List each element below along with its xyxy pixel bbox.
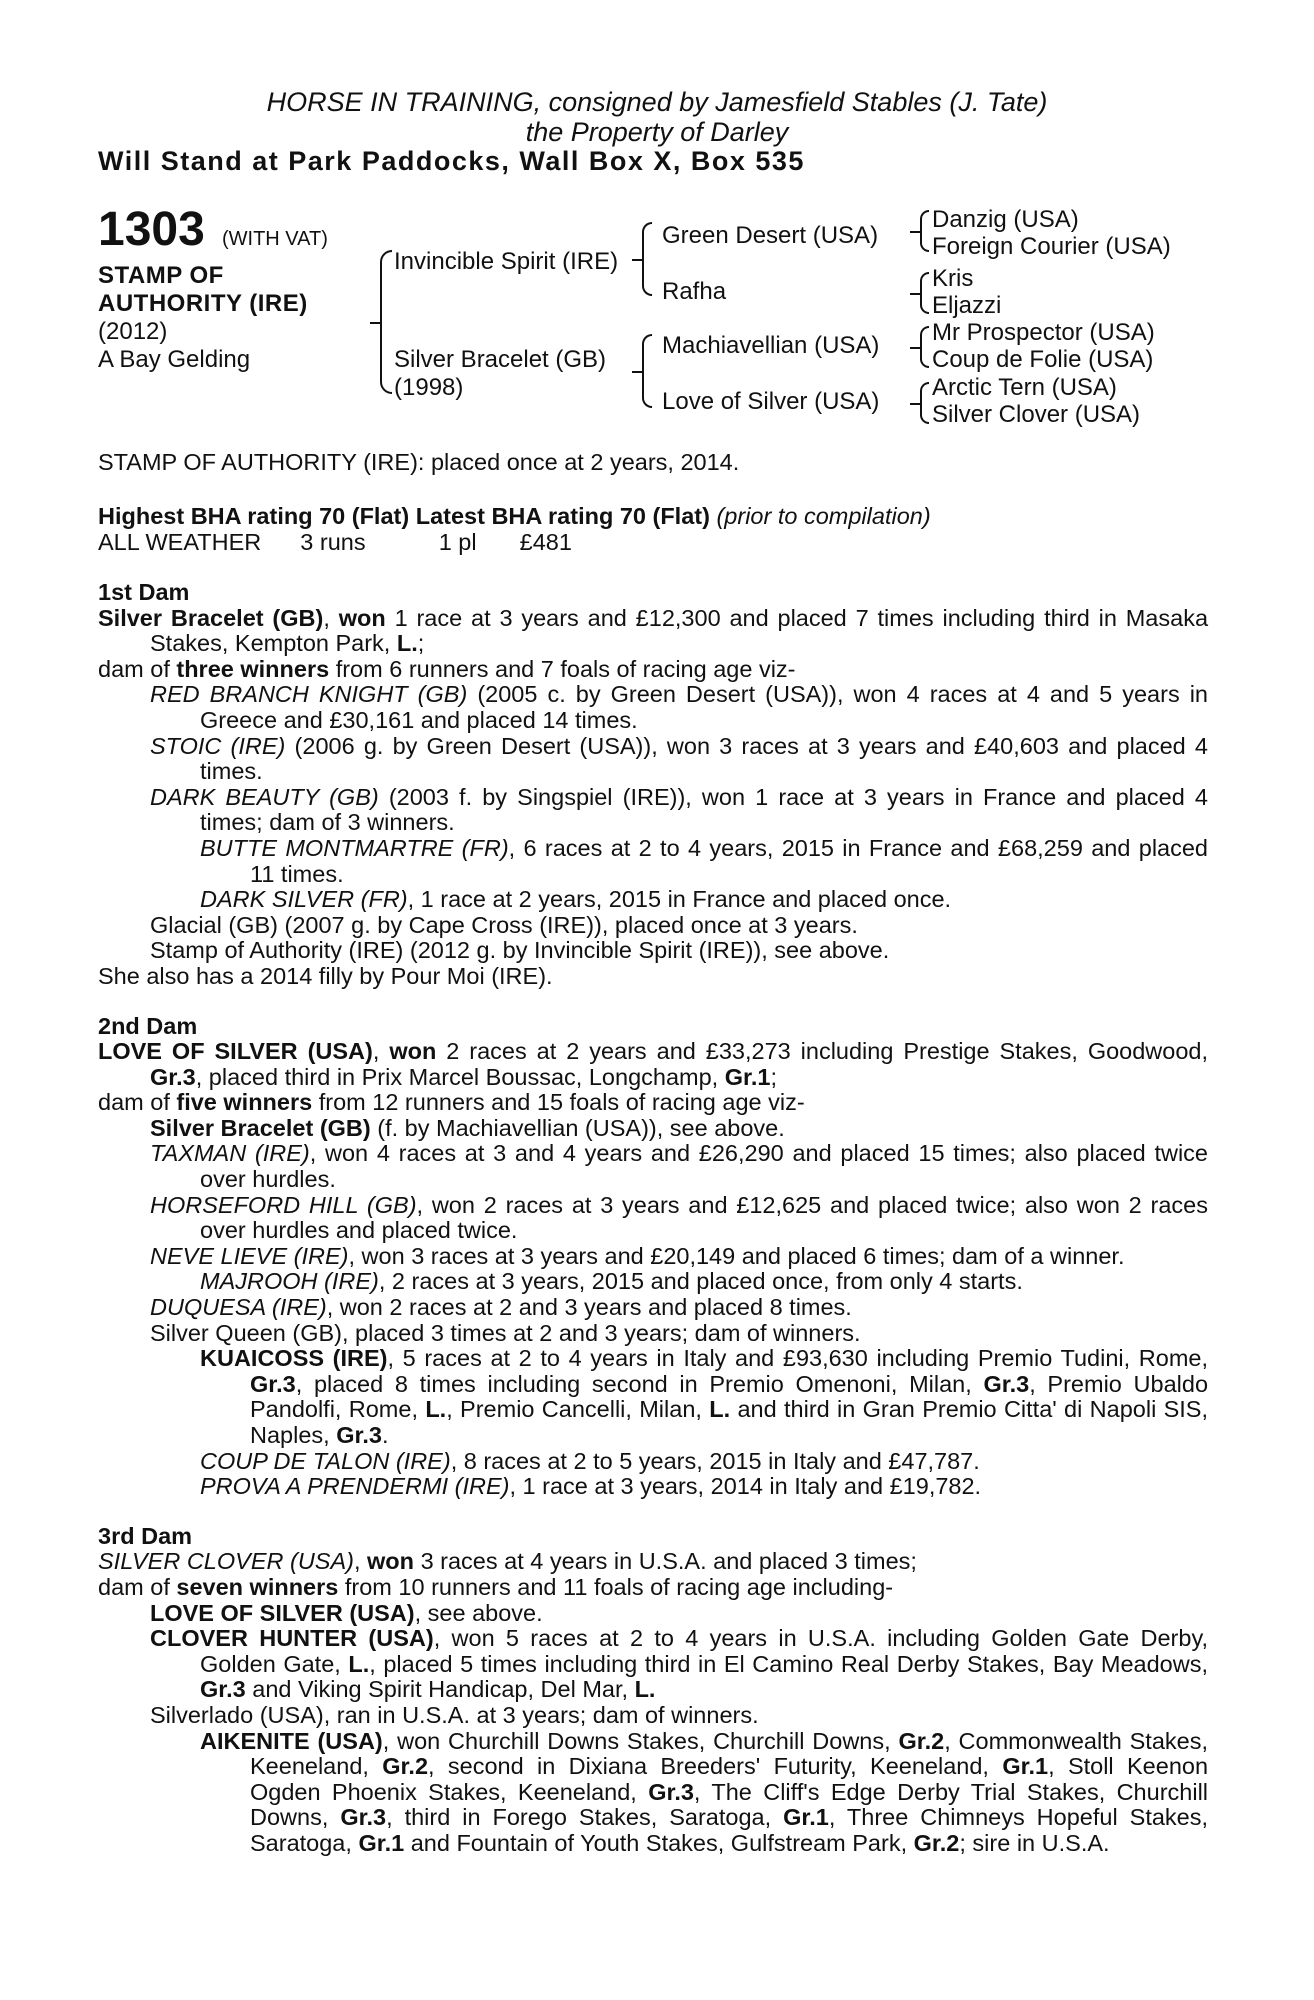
c-name: COUP DE TALON (IRE) bbox=[200, 1447, 451, 1474]
c-text: , 8 races at 2 to 5 years, 2015 in Italy and £47,787. bbox=[450, 1447, 980, 1474]
los-text: , see above. bbox=[414, 1599, 543, 1626]
ai-b: , Commonwealth Stakes, Keeneland, bbox=[250, 1727, 1208, 1780]
lot-number: 1303 bbox=[98, 203, 205, 256]
ratings-text: Highest BHA rating 70 (Flat) Latest BHA rating 70 (Flat) bbox=[98, 503, 710, 529]
k-l2: L. bbox=[709, 1396, 731, 1423]
k-a: , 5 races at 2 to 4 years in Italy and £93,630 including Premio Tudini, Rome, bbox=[387, 1345, 1208, 1372]
k-gr3a: Gr.3 bbox=[250, 1370, 296, 1397]
first-dam-note: She also has a 2014 filly by Pour Moi (IRE). bbox=[98, 962, 553, 989]
first-dam-record-text: 1 race at 3 years and £12,300 and placed 7 times including third in Masaka Stakes, Kempton Park, bbox=[150, 604, 1209, 657]
aw-placed: 1 pl bbox=[438, 529, 477, 555]
sd-progeny-5 bbox=[98, 1295, 1208, 1321]
ai-c: , second in Dixiana Breeders' Futurity, Keeneland, bbox=[428, 1753, 989, 1780]
progeny-5: Stamp of Authority (IRE) (2012 g. by Invincible Spirit (IRE)), see above. bbox=[150, 937, 890, 964]
pedigree-bracket-g4 bbox=[920, 382, 929, 424]
pedigree-dam-sire: Machiavellian (USA) bbox=[662, 332, 880, 359]
ai-g1a: Gr.1 bbox=[1002, 1753, 1049, 1780]
td-name: SILVER CLOVER (USA) bbox=[98, 1548, 354, 1575]
race-summary: STAMP OF AUTHORITY (IRE): placed once at 2 years, 2014. bbox=[98, 449, 740, 475]
progeny-3-text: (2003 f. by Singspiel (IRE)), won 1 race at 3 years in France and placed 4 times; dam of 3 winners. bbox=[200, 783, 1209, 836]
pedigree-g2: Foreign Courier (USA) bbox=[932, 233, 1171, 260]
sd-grand-1 bbox=[98, 1269, 1208, 1295]
k-c: , Premio Ubaldo Pandolfi, Rome, bbox=[250, 1370, 1209, 1423]
pedigree-g7: Arctic Tern (USA) bbox=[932, 374, 1117, 401]
ai-g3: Gr.3 bbox=[648, 1778, 694, 1805]
progeny-1 bbox=[98, 682, 1208, 733]
ai-g2c: Gr.2 bbox=[913, 1829, 960, 1856]
consignor-line: HORSE IN TRAINING, consigned by Jamesfield Stables (J. Tate) bbox=[266, 87, 1048, 117]
ratings-note: (prior to compilation) bbox=[716, 503, 931, 529]
grand-2-name: DARK SILVER (FR) bbox=[200, 886, 408, 913]
sd-p5-name: MAJROOH (IRE) bbox=[200, 1268, 379, 1295]
stand-line: Will Stand at Park Paddocks, Wall Box X, Box 535 bbox=[98, 146, 805, 176]
td-progeny-1 bbox=[98, 1601, 1208, 1627]
ch-l: L. bbox=[348, 1650, 370, 1677]
td-grand-aikenite bbox=[98, 1729, 1208, 1857]
ai-h: and Fountain of Youth Stakes, Gulfstream Park, bbox=[410, 1829, 908, 1856]
pedigree-bracket-sire bbox=[642, 222, 652, 296]
first-dam-won: won bbox=[338, 604, 386, 631]
ch-b: , placed 5 times including third in El Camino Real Derby Stakes, Bay Meadows, bbox=[369, 1650, 1209, 1677]
progeny-2-name: STOIC (IRE) bbox=[150, 732, 286, 759]
vat-label: (WITH VAT) bbox=[222, 228, 328, 250]
k-l1: L. bbox=[425, 1396, 447, 1423]
ch-c: and Viking Spirit Handicap, Del Mar, bbox=[252, 1676, 629, 1703]
sd-dam-of-pre: dam of bbox=[98, 1089, 170, 1116]
progeny-1-text: (2005 c. by Green Desert (USA)), won 4 races at 4 and 5 years in Greece and £30,161 and placed 14 times. bbox=[200, 681, 1209, 733]
k-d: , Premio Cancelli, Milan, bbox=[446, 1396, 702, 1423]
td-dam-of-pre: dam of bbox=[98, 1573, 170, 1600]
td-dam-of-bold: seven winners bbox=[176, 1573, 339, 1600]
td-progeny-3: Silverlado (USA), ran in U.S.A. at 3 years; dam of winners. bbox=[150, 1701, 759, 1728]
first-dam-heading: 1st Dam bbox=[98, 579, 190, 605]
ch-name: CLOVER HUNTER (USA) bbox=[150, 1625, 434, 1652]
sd-rec-a: 2 races at 2 years and £33,273 including Prestige Stakes, Goodwood, bbox=[446, 1038, 1209, 1065]
pedigree-g4: Eljazzi bbox=[932, 292, 1002, 319]
sd-p6-text: , won 2 races at 2 and 3 years and placed 8 times. bbox=[326, 1294, 852, 1321]
second-dam-name: LOVE OF SILVER (USA) bbox=[98, 1038, 373, 1065]
sd-progeny-4 bbox=[98, 1244, 1208, 1270]
sd-progeny-6: Silver Queen (GB), placed 3 times at 2 and 3 years; dam of winners. bbox=[150, 1319, 861, 1346]
k-e: and third in Gran Premio Citta' di Napoli SIS, Naples, bbox=[250, 1396, 1209, 1448]
ai-g: , Three Chimneys Hopeful Stakes, Saratoga, bbox=[250, 1804, 1209, 1856]
first-dam-produce bbox=[98, 657, 1208, 683]
pedigree-sire: Invincible Spirit (IRE) bbox=[394, 248, 619, 275]
ai-i: ; sire in U.S.A. bbox=[959, 1829, 1110, 1856]
sd-p4-name: NEVE LIEVE (IRE) bbox=[150, 1242, 349, 1269]
ai-g1b: Gr.1 bbox=[783, 1804, 829, 1831]
pedigree-dam-year: (1998) bbox=[394, 374, 464, 401]
third-dam-record: SILVER CLOVER (USA), won 3 races at 4 years in U.S.A. and placed 3 times; bbox=[98, 1548, 917, 1575]
grand-2-text: , 1 race at 2 years, 2015 in France and placed once. bbox=[407, 886, 952, 913]
ch-gr3: Gr.3 bbox=[200, 1676, 246, 1703]
sd-progeny-1 bbox=[98, 1116, 1208, 1142]
progeny-1-name: RED BRANCH KNIGHT (GB) bbox=[150, 681, 468, 708]
sd-progeny-3 bbox=[98, 1193, 1208, 1244]
pedigree-bracket-main bbox=[380, 250, 392, 394]
horse-description: A Bay Gelding bbox=[98, 346, 251, 373]
pedigree-bracket-dam bbox=[642, 334, 652, 408]
td-won: won bbox=[367, 1548, 415, 1575]
sd-grand-coup bbox=[98, 1449, 1208, 1475]
aw-money: £481 bbox=[519, 529, 572, 555]
td-progeny-2 bbox=[98, 1626, 1208, 1703]
sd-p4-text: , won 3 races at 3 years and £20,149 and placed 6 times; dam of a winner. bbox=[348, 1242, 1125, 1269]
aw-label: ALL WEATHER bbox=[98, 529, 262, 555]
pedigree-g3: Kris bbox=[932, 265, 974, 292]
sd-dam-of-bold: five winners bbox=[176, 1089, 313, 1116]
sd-grand-kuaicoss: KUAICOSS (IRE), 5 races at 2 to 4 years in Italy and £93,630 including Premio Tudini, Rome, Gr.3, placed 8 times including second in Premio Omenoni, Milan, Gr.3, Premio Ubaldo Pandolfi, Rome, L., Premio Cancelli, Milan, L. and third in Gran Premio Citta' di Napoli SIS, Naples, Gr.3. bbox=[200, 1345, 1209, 1448]
ai-g3b: Gr.3 bbox=[340, 1804, 387, 1831]
first-dam-name: Silver Bracelet (GB) bbox=[98, 604, 324, 631]
ai-e: , The Cliff's Edge Derby Trial Stakes, Churchill Downs, bbox=[250, 1778, 1209, 1831]
k-gr3b: Gr.3 bbox=[983, 1370, 1030, 1397]
pedigree-g8: Silver Clover (USA) bbox=[932, 401, 1141, 428]
horse-year: (2012) bbox=[98, 318, 168, 345]
first-dam-record: Silver Bracelet (GB), won 1 race at 3 years and £12,300 and placed 7 times including third in Masaka Stakes, Kempton Park, L.; bbox=[98, 604, 1209, 657]
second-dam-heading: 2nd Dam bbox=[98, 1012, 198, 1039]
pedigree-bracket-g2 bbox=[920, 272, 929, 314]
pedigree-dam: Silver Bracelet (GB) bbox=[394, 346, 607, 373]
sd-p1-text: (f. by Machiavellian (USA)), see above. bbox=[377, 1114, 785, 1141]
ai-f: , third in Forego Stakes, Saratoga, bbox=[386, 1804, 772, 1831]
pr-name: PROVA A PRENDERMI (IRE) bbox=[200, 1473, 510, 1500]
horse-name-line2: AUTHORITY (IRE) bbox=[98, 290, 308, 317]
second-dam-produce bbox=[98, 1090, 1208, 1116]
third-dam-produce bbox=[98, 1575, 1208, 1601]
dam-of-post: from 6 runners and 7 foals of racing age viz- bbox=[335, 655, 796, 682]
ch-l2: L. bbox=[634, 1676, 656, 1703]
second-dam-won: won bbox=[389, 1038, 437, 1065]
ai-a: , won Churchill Downs Stakes, Churchill Downs, bbox=[382, 1727, 891, 1754]
progeny-3-name: DARK BEAUTY (GB) bbox=[150, 783, 379, 810]
sd-p1-name: Silver Bracelet (GB) bbox=[150, 1114, 371, 1141]
pedigree-bracket-g1 bbox=[920, 210, 929, 252]
los-name: LOVE OF SILVER (USA) bbox=[150, 1599, 415, 1626]
property-line: the Property of Darley bbox=[525, 117, 789, 147]
second-dam-record: LOVE OF SILVER (USA), won 2 races at 2 years and £33,273 including Prestige Stakes, Goodwood, Gr.3, placed third in Prix Marcel Boussac, Longchamp, Gr.1; bbox=[98, 1038, 1209, 1090]
td-dam-of-post: from 10 runners and 11 foals of racing age including- bbox=[344, 1573, 894, 1600]
pr-text: , 1 race at 3 years, 2014 in Italy and £19,782. bbox=[509, 1473, 982, 1500]
ai-d: , Stoll Keenon Ogden Phoenix Stakes, Keeneland, bbox=[250, 1753, 1209, 1805]
pedigree-sire-sire: Green Desert (USA) bbox=[662, 222, 879, 249]
pedigree-g1: Danzig (USA) bbox=[932, 206, 1079, 233]
grand-1-text: , 6 races at 2 to 4 years, 2015 in France and £68,259 and placed 11 times. bbox=[250, 834, 1209, 887]
pedigree-dam-dam: Love of Silver (USA) bbox=[662, 388, 880, 415]
grand-1-name: BUTTE MONTMARTRE (FR) bbox=[200, 834, 509, 861]
ai-g2b: Gr.2 bbox=[382, 1753, 429, 1780]
family-body bbox=[98, 580, 1208, 1857]
ch-a: , won 5 races at 2 to 4 years in U.S.A. including Golden Gate Derby, Golden Gate, bbox=[200, 1625, 1208, 1677]
grand-1 bbox=[98, 836, 1208, 887]
sd-p2-name: TAXMAN (IRE) bbox=[150, 1140, 310, 1167]
progeny-2 bbox=[98, 734, 1208, 785]
sd-p6-name: DUQUESA (IRE) bbox=[150, 1294, 327, 1321]
horse-name-line1: STAMP OF bbox=[98, 262, 224, 289]
k-b: , placed 8 times including second in Premio Omenoni, Milan, bbox=[295, 1370, 972, 1397]
grand-2 bbox=[98, 887, 1208, 913]
pedigree-bracket-g3 bbox=[920, 326, 929, 368]
horse-name bbox=[98, 262, 308, 318]
progeny-3 bbox=[98, 785, 1208, 836]
third-dam-heading: 3rd Dam bbox=[98, 1522, 193, 1549]
k-gr3c: Gr.3 bbox=[336, 1422, 382, 1448]
sd-p2-text: , won 4 races at 3 and 4 years and £26,290 and placed 15 times; also placed twice over hurdles. bbox=[200, 1140, 1208, 1193]
first-dam-grade: L. bbox=[396, 630, 418, 657]
sd-dam-of-post: from 12 runners and 15 foals of racing age viz- bbox=[318, 1089, 805, 1116]
ai-g2a: Gr.2 bbox=[898, 1727, 945, 1754]
pedigree-g6: Coup de Folie (USA) bbox=[932, 346, 1154, 373]
sd-p3-name: HORSEFORD HILL (GB) bbox=[150, 1191, 417, 1218]
ratings-line bbox=[98, 503, 931, 529]
progeny-2-text: (2006 g. by Green Desert (USA)), won 3 races at 3 years and £40,603 and placed 4 times. bbox=[200, 732, 1208, 785]
sd-gr3: Gr.3 bbox=[150, 1063, 196, 1090]
aw-runs: 3 runs bbox=[300, 529, 366, 555]
sd-rec-b: , placed third in Prix Marcel Boussac, Longchamp, bbox=[195, 1063, 719, 1090]
pedigree-g5: Mr Prospector (USA) bbox=[932, 319, 1155, 346]
pedigree-sire-dam: Rafha bbox=[662, 278, 727, 305]
sd-p3-text: , won 2 races at 3 years and £12,625 and placed twice; also won 2 races over hurdles and placed twice. bbox=[200, 1191, 1208, 1244]
ai-g1c: Gr.1 bbox=[358, 1829, 405, 1856]
ai-name: AIKENITE (USA) bbox=[200, 1727, 383, 1754]
sd-p5-text: , 2 races at 3 years, 2015 and placed once, from only 4 starts. bbox=[378, 1268, 1023, 1295]
k-name: KUAICOSS (IRE) bbox=[200, 1345, 388, 1372]
progeny-4: Glacial (GB) (2007 g. by Cape Cross (IRE)), placed once at 3 years. bbox=[150, 911, 858, 938]
td-record: 3 races at 4 years in U.S.A. and placed 3 times; bbox=[420, 1548, 917, 1575]
sd-gr1: Gr.1 bbox=[724, 1063, 771, 1090]
dam-of-pre: dam of bbox=[98, 655, 170, 682]
sd-progeny-2 bbox=[98, 1141, 1208, 1192]
sd-grand-prova bbox=[98, 1474, 1208, 1500]
all-weather-line bbox=[98, 529, 572, 555]
dam-of-bold: three winners bbox=[176, 655, 330, 682]
